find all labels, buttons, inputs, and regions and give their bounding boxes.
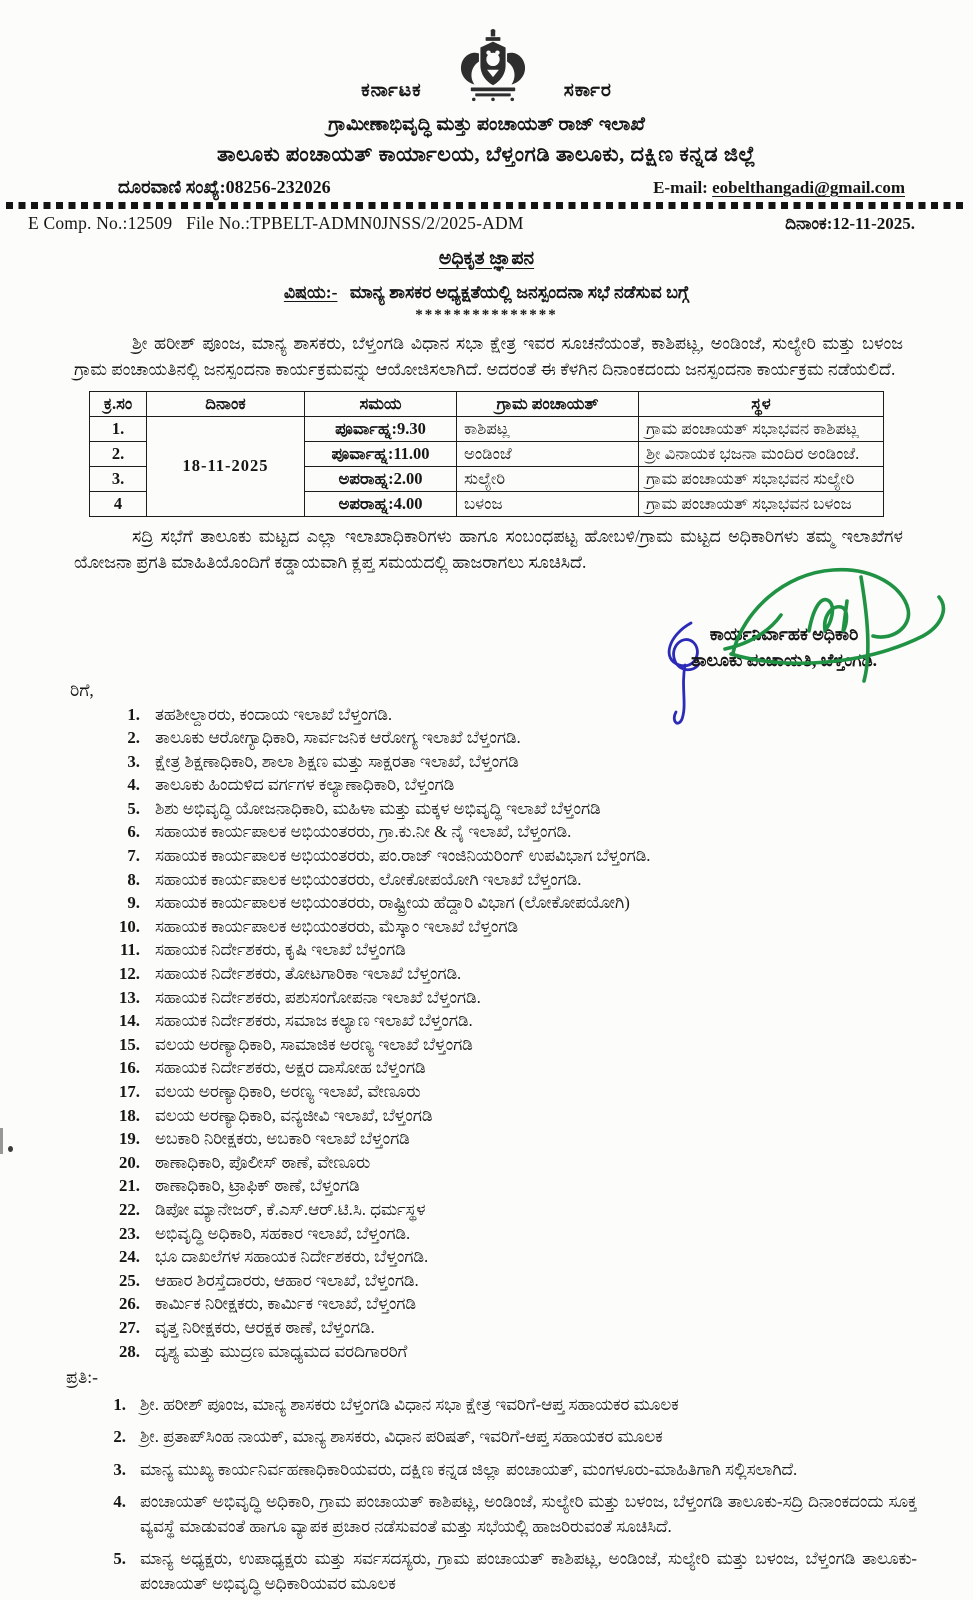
recipient-item	[110, 868, 913, 892]
separator-stars: ***************	[415, 307, 558, 323]
file-reference	[28, 213, 524, 234]
cell-gp: ಸುಲ್ಯೇರಿ	[457, 466, 639, 491]
recipient-text: ದೃಶ್ಯ ಮತ್ತು ಮುದ್ರಣ ಮಾಧ್ಯಮದ ವರದಿಗಾರರಿಗೆ	[155, 1341, 408, 1361]
recipient-number: 5.	[127, 798, 140, 818]
recipient-list	[110, 703, 913, 1364]
recipient-text: ತಹಶೀಲ್ದಾರರು, ಕಂದಾಯ ಇಲಾಖೆ ಬೆಳ್ತಂಗಡಿ.	[155, 704, 393, 724]
recipient-number: 17.	[119, 1082, 140, 1101]
copy-item	[102, 1546, 917, 1596]
recipient-text: ಠಾಣಾಧಿಕಾರಿ, ಪೊಲೀಸ್ ಠಾಣೆ, ವೇಣೂರು	[155, 1152, 371, 1172]
cell-time: ಅಪರಾಹ್ನ:2.00	[305, 466, 457, 491]
recipient-text: ಅಬಕಾರಿ ನಿರೀಕ್ಷಕರು, ಅಬಕಾರಿ ಇಲಾಖೆ ಬೆಳ್ತಂಗಡಿ	[155, 1129, 410, 1149]
memo-date: ದಿನಾಂಕ:12-11-2025.	[785, 214, 915, 233]
cell-gp: ಕಾಶಿಪಟ್ಲ	[457, 416, 639, 441]
recipient-number: 11.	[119, 940, 140, 960]
recipient-text: ವೃತ್ತ ನಿರೀಕ್ಷಕರು, ಆರಕ್ಷಕ ಠಾಣೆ, ಬೆಳ್ತಂಗಡಿ.	[155, 1317, 375, 1337]
cell-place: ಗ್ರಾಮ ಪಂಚಾಯತ್ ಸಭಾಭವನ ಸುಲ್ಯೇರಿ	[639, 466, 884, 491]
scan-artifact-dot	[8, 1146, 13, 1152]
recipient-item	[110, 797, 913, 821]
recipient-number: 23.	[119, 1223, 140, 1243]
recipient-text: ಸಹಾಯಕ ನಿರ್ದೇಶಕರು, ತೋಟಗಾರಿಕಾ ಇಲಾಖೆ ಬೆಳ್ತಂಗಡಿ.	[155, 964, 462, 984]
recipient-text: ಡಿಪೋ ಮ್ಯಾನೇಜರ್, ಕೆ.ಎಸ್.ಆರ್.ಟಿ.ಸಿ. ಧರ್ಮಸ್ಥಳ	[155, 1199, 426, 1219]
recipient-item	[110, 1033, 913, 1057]
table-row	[90, 416, 884, 441]
signatory-office: ತಾಲೂಕು ಪಂಚಾಯತಿ, ಬೆಳ್ತಂಗಡಿ.	[691, 650, 877, 671]
cell-place: ಗ್ರಾಮ ಪಂಚಾಯತ್ ಸಭಾಭವನ ಕಾಶಿಪಟ್ಲ	[639, 416, 884, 441]
recipient-text: ಭೂ ದಾಖಲೆಗಳ ಸಹಾಯಕ ನಿರ್ದೇಶಕರು, ಬೆಳ್ತಂಗಡಿ.	[155, 1247, 429, 1267]
recipient-number: 15.	[119, 1034, 140, 1054]
scan-artifact-edge	[0, 1128, 3, 1154]
recipient-number: 13.	[119, 987, 140, 1007]
copy-number: 5.	[113, 1549, 126, 1569]
recipient-item	[110, 1104, 913, 1128]
to-label: ರಿಗೆ,	[70, 679, 94, 700]
recipient-number: 25.	[119, 1270, 140, 1290]
copy-item	[102, 1392, 917, 1417]
recipient-number: 27.	[119, 1317, 140, 1337]
signature-block	[691, 621, 877, 674]
copy-text: ಪಂಚಾಯತ್ ಅಭಿವೃದ್ಧಿ ಅಧಿಕಾರಿ, ಗ್ರಾಮ ಪಂಚಾಯತ್ ಕಾಶಿಪಟ್ಲ, ಅಂಡಿಂಜೆ, ಸುಲ್ಯೇರಿ ಮತ್ತು ಬಳಂಜ, ಬೆಳ್ತಂಗಡಿ ತಾಲೂಕು-ಸದ್ರಿ ದಿನಾಂಕದಂದು ಸೂಕ್ತ ವ್ಯವಸ್ಥೆ ಮಾಡುವಂತೆ ಹಾಗೂ ವ್ಯಾಪಕ ಪ್ರಚಾರ ನಡೆಸುವಂತೆ ಮತ್ತು ಸಭೆಯಲ್ಲಿ ಹಾಜರಿರುವಂತೆ ಸೂಚಿಸಿದೆ.	[140, 1491, 917, 1536]
recipient-number: 12.	[119, 964, 140, 984]
recipient-item	[110, 986, 913, 1010]
recipient-text: ಸಹಾಯಕ ಕಾರ್ಯಪಾಲಕ ಅಭಿಯಂತರರು, ಗ್ರಾ.ಕು.ನೀ & ನೈ ಇಲಾಖೆ, ಬೆಳ್ತಂಗಡಿ.	[155, 822, 572, 842]
recipient-item	[110, 962, 913, 986]
recipient-number: 28.	[119, 1341, 140, 1361]
schedule-table	[89, 391, 884, 517]
recipient-number: 3.	[127, 751, 140, 771]
copy-list	[102, 1392, 917, 1596]
intro-paragraph: ಶ್ರೀ ಹರೀಶ್ ಪೂಂಜ, ಮಾನ್ಯ ಶಾಸಕರು, ಬೆಳ್ತಂಗಡಿ ವಿಧಾನ ಸಭಾ ಕ್ಷೇತ್ರ ಇವರ ಸೂಚನೆಯಂತೆ, ಕಾಶಿಪಟ್ಲ, ಅಂಡಿಂಜೆ, ಸುಲ್ಯೇರಿ ಮತ್ತು ಬಳಂಜ ಗ್ರಾಮ ಪಂಚಾಯತಿನಲ್ಲಿ ಜನಸ್ಪಂದನಾ ಕಾರ್ಯಕ್ರಮವನ್ನು ಆಯೋಜಿಸಲಾಗಿದೆ. ಅದರಂತೆ ಈ ಕೆಳಗಿನ ದಿನಾಂಕದಂದು ಜನಸ್ಪಂದನಾ ಕಾರ್ಯಕ್ರಮ ನಡೆಯಲಿದೆ.	[74, 333, 903, 380]
email-address: eobelthangadi@gmail.com	[712, 178, 905, 197]
recipient-text: ಸಹಾಯಕ ಕಾರ್ಯಪಾಲಕ ಅಭಿಯಂತರರು, ಮೆಸ್ಕಾಂ ಇಲಾಖೆ ಬೆಳ್ತಂಗಡಿ	[155, 916, 518, 936]
karnataka-emblem-icon	[456, 26, 530, 112]
subject-label: ವಿಷಯ:-	[283, 282, 338, 302]
reference-row	[0, 209, 973, 234]
recipient-number: 6.	[127, 822, 140, 842]
copy-number: 4.	[113, 1491, 126, 1511]
recipient-text: ಸಹಾಯಕ ನಿರ್ದೇಶಕರು, ಸಮಾಜ ಕಲ್ಯಾಣ ಇಲಾಖೆ ಬೆಳ್ತಂಗಡಿ.	[155, 1011, 473, 1031]
col-header-place: ಸ್ಥಳ	[639, 391, 884, 416]
recipient-item	[110, 1245, 913, 1269]
copy-number: 3.	[113, 1459, 126, 1479]
recipient-number: 1.	[127, 704, 140, 724]
recipient-item	[110, 1222, 913, 1246]
recipient-number: 19.	[119, 1129, 140, 1149]
phone-number: ದೂರವಾಣಿ ಸಂಖ್ಯೆ:08256-232026	[118, 177, 331, 197]
recipient-item	[110, 1340, 913, 1364]
recipient-item	[110, 915, 913, 939]
col-header-gp: ಗ್ರಾಮ ಪಂಚಾಯತ್	[457, 391, 639, 416]
cell-place: ಶ್ರೀ ವಿನಾಯಕ ಭಜನಾ ಮಂದಿರ ಅಂಡಿಂಜೆ.	[639, 441, 884, 466]
recipient-number: 20.	[119, 1152, 140, 1172]
copy-text: ಮಾನ್ಯ ಮುಖ್ಯ ಕಾರ್ಯನಿರ್ವಹಣಾಧಿಕಾರಿಯವರು, ದಕ್ಷಿಣ ಕನ್ನಡ ಜಿಲ್ಲಾ ಪಂಚಾಯತ್, ಮಂಗಳೂರು-ಮಾಹಿತಿಗಾಗಿ ಸಲ್ಲಿಸಲಾಗಿದೆ.	[140, 1459, 798, 1479]
recipient-text: ಸಹಾಯಕ ನಿರ್ದೇಶಕರು, ಪಶುಸಂಗೋಪನಾ ಇಲಾಖೆ ಬೆಳ್ತಂಗಡಿ.	[155, 987, 481, 1007]
government-line	[0, 26, 973, 112]
cell-time: ಪೂರ್ವಾಹ್ನ:9.30	[305, 416, 457, 441]
recipient-text: ಸಹಾಯಕ ನಿರ್ದೇಶಕರು, ಅಕ್ಷರ ದಾಸೋಹ ಬೆಳ್ತಂಗಡಿ	[155, 1058, 426, 1078]
recipient-text: ಕ್ಷೇತ್ರ ಶಿಕ್ಷಣಾಧಿಕಾರಿ, ಶಾಲಾ ಶಿಕ್ಷಣ ಮತ್ತು ಸಾಕ್ಷರತಾ ಇಲಾಖೆ, ಬೆಳ್ತಂಗಡಿ	[155, 751, 519, 771]
recipient-item	[110, 1009, 913, 1033]
recipient-item	[110, 1198, 913, 1222]
recipient-item	[110, 1174, 913, 1198]
copy-text: ಮಾನ್ಯ ಅಧ್ಯಕ್ಷರು, ಉಪಾಧ್ಯಕ್ಷರು ಮತ್ತು ಸರ್ವಸದಸ್ಯರು, ಗ್ರಾಮ ಪಂಚಾಯತ್ ಕಾಶಿಪಟ್ಲ, ಅಂಡಿಂಜೆ, ಸುಲ್ಯೇರಿ ಮತ್ತು ಬಳಂಜ, ಬೆಳ್ತಂಗಡಿ ತಾಲೂಕು-ಪಂಚಾಯತ್ ಅಭಿವೃದ್ಧಿ ಅಧಿಕಾರಿಯವರ ಮೂಲಕ	[140, 1549, 917, 1594]
file-number: File No.:TPBELT-ADMN0JNSS/2/2025-ADM	[186, 213, 524, 233]
recipient-item	[110, 773, 913, 797]
recipient-number: 14.	[119, 1011, 140, 1031]
recipient-item	[110, 1269, 913, 1293]
cell-gp: ಬಳಂಜ	[457, 491, 639, 516]
email-label: E-mail:	[653, 178, 708, 197]
recipient-item	[110, 820, 913, 844]
cell-slno: 1.	[90, 416, 147, 441]
recipient-text: ಸಹಾಯಕ ನಿರ್ದೇಶಕರು, ಕೃಷಿ ಇಲಾಖೆ ಬೆಳ್ತಂಗಡಿ	[155, 940, 406, 960]
recipient-item	[110, 1316, 913, 1340]
recipient-number: 7.	[127, 846, 140, 866]
recipient-text: ವಲಯ ಅರಣ್ಯಾಧಿಕಾರಿ, ಅರಣ್ಯ ಇಲಾಖೆ, ವೇಣೂರು	[155, 1082, 421, 1101]
recipient-number: 22.	[119, 1199, 140, 1219]
subject-text: ಮಾನ್ಯ ಶಾಸಕರ ಅಧ್ಯಕ್ಷತೆಯಲ್ಲಿ ಜನಸ್ಪಂದನಾ ಸಭೆ ನಡೆಸುವ ಬಗ್ಗೆ	[349, 282, 690, 302]
recipient-number: 4.	[127, 775, 140, 795]
office-line: ತಾಲೂಕು ಪಂಚಾಯತ್ ಕಾರ್ಯಾಲಯ, ಬೆಳ್ತಂಗಡಿ ತಾಲೂಕು, ದಕ್ಷಿಣ ಕನ್ನಡ ಜಿಲ್ಲೆ	[217, 142, 756, 166]
cell-place: ಗ್ರಾಮ ಪಂಚಾಯತ್ ಸಭಾಭವನ ಬಳಂಜ	[639, 491, 884, 516]
cell-slno: 3.	[90, 466, 147, 491]
copy-item	[102, 1424, 917, 1449]
recipient-text: ಅಭಿವೃದ್ಧಿ ಅಧಿಕಾರಿ, ಸಹಕಾರ ಇಲಾಖೆ, ಬೆಳ್ತಂಗಡಿ.	[155, 1223, 411, 1243]
recipient-item	[110, 891, 913, 915]
signature-area	[0, 621, 877, 674]
recipient-text: ಸಹಾಯಕ ಕಾರ್ಯಪಾಲಕ ಅಭಿಯಂತರರು, ಪಂ.ರಾಜ್ ಇಂಜಿನಿಯರಿಂಗ್ ಉಪವಿಭಾಗ ಬೆಳ್ತಂಗಡಿ.	[155, 846, 651, 866]
cell-time: ಪೂರ್ವಾಹ್ನ:11.00	[305, 441, 457, 466]
recipient-item	[110, 1127, 913, 1151]
recipient-text: ವಲಯ ಅರಣ್ಯಾಧಿಕಾರಿ, ಸಾಮಾಜಿಕ ಅರಣ್ಯ ಇಲಾಖೆ ಬೆಳ್ತಂಗಡಿ	[155, 1034, 473, 1054]
recipient-text: ವಲಯ ಅರಣ್ಯಾಧಿಕಾರಿ, ವನ್ಯಜೀವಿ ಇಲಾಖೆ, ಬೆಳ್ತಂಗಡಿ	[155, 1105, 433, 1125]
recipient-item	[110, 1056, 913, 1080]
cell-time: ಅಪರಾಹ್ನ:4.00	[305, 491, 457, 516]
recipient-item	[110, 938, 913, 962]
copy-item	[102, 1489, 917, 1539]
recipient-number: 24.	[119, 1247, 140, 1267]
dotted-divider	[6, 201, 967, 209]
recipient-item	[110, 1292, 913, 1316]
col-header-slno: ಕ್ರ.ಸಂ	[90, 391, 147, 416]
recipient-text: ತಾಲೂಕು ಹಿಂದುಳಿದ ವರ್ಗಗಳ ಕಲ್ಯಾಣಾಧಿಕಾರಿ, ಬೆಳ್ತಂಗಡಿ	[155, 775, 455, 795]
copy-text: ಶ್ರೀ. ಹರೀಶ್ ಪೂಂಜ, ಮಾನ್ಯ ಶಾಸಕರು ಬೆಳ್ತಂಗಡಿ ವಿಧಾನ ಸಭಾ ಕ್ಷೇತ್ರ ಇವರಿಗೆ-ಆಪ್ತ ಸಹಾಯಕರ ಮೂಲಕ	[140, 1395, 679, 1415]
recipient-text: ಸಹಾಯಕ ಕಾರ್ಯಪಾಲಕ ಅಭಿಯಂತರರು, ರಾಷ್ಟ್ರೀಯ ಹೆದ್ದಾರಿ ವಿಭಾಗ (ಲೋಕೋಪಯೋಗಿ)	[155, 893, 630, 913]
recipient-text: ಠಾಣಾಧಿಕಾರಿ, ಟ್ರಾಫಿಕ್ ಠಾಣೆ, ಬೆಳ್ತಂಗಡಿ	[155, 1176, 360, 1196]
recipient-number: 26.	[119, 1294, 140, 1314]
email	[653, 178, 905, 198]
table-header-row	[90, 391, 884, 416]
contact-row	[0, 167, 973, 198]
copy-item	[102, 1457, 917, 1482]
recipient-item	[110, 1080, 913, 1104]
recipient-number: 8.	[127, 869, 140, 889]
cell-slno: 4	[90, 491, 147, 516]
memo-title: ಅಧಿಕೃತ ಜ್ಞಾಪನ	[438, 248, 535, 269]
subject-line	[0, 282, 973, 303]
recipient-item	[110, 844, 913, 868]
recipient-text: ಶಿಶು ಅಭಿವೃದ್ಧಿ ಯೋಜನಾಧಿಕಾರಿ, ಮಹಿಳಾ ಮತ್ತು ಮಕ್ಕಳ ಅಭಿವೃದ್ಧಿ ಇಲಾಖೆ ಬೆಳ್ತಂಗಡಿ	[155, 798, 601, 818]
recipient-text: ಸಹಾಯಕ ಕಾರ್ಯಪಾಲಕ ಅಭಿಯಂತರರು, ಲೋಕೋಪಯೋಗಿ ಇಲಾಖೆ ಬೆಳ್ತಂಗಡಿ.	[155, 869, 582, 889]
letterhead	[0, 0, 973, 234]
cell-gp: ಅಂಡಿಂಜೆ	[457, 441, 639, 466]
recipient-number: 16.	[119, 1058, 140, 1078]
recipient-item	[110, 1151, 913, 1175]
department-line: ಗ್ರಾಮೀಣಾಭಿವೃದ್ಧಿ ಮತ್ತು ಪಂಚಾಯತ್ ರಾಜ್ ಇಲಾಖೆ	[328, 114, 645, 135]
recipient-item	[110, 703, 913, 727]
gov-name-right: ಸರ್ಕಾರ	[563, 80, 612, 101]
recipient-number: 2.	[127, 728, 140, 748]
signatory-designation: ಕಾರ್ಯನಿರ್ವಾಹಕ ಅಧಿಕಾರಿ	[709, 624, 859, 644]
cell-slno: 2.	[90, 441, 147, 466]
col-header-time: ಸಮಯ	[305, 391, 457, 416]
ecomp-number: E Comp. No.:12509	[28, 213, 173, 233]
recipient-number: 21.	[119, 1176, 140, 1196]
recipient-text: ತಾಲೂಕು ಆರೋಗ್ಯಾಧಿಕಾರಿ, ಸಾರ್ವಜನಿಕ ಆರೋಗ್ಯ ಇಲಾಖೆ ಬೆಳ್ತಂಗಡಿ.	[155, 728, 521, 748]
copy-number: 2.	[113, 1427, 126, 1447]
copy-text: ಶ್ರೀ. ಪ್ರತಾಪ್‌ಸಿಂಹ ನಾಯಕ್, ಮಾನ್ಯ ಶಾಸಕರು, ವಿಧಾನ ಪರಿಷತ್, ಇವರಿಗೆ-ಆಪ್ತ ಸಹಾಯಕರ ಮೂಲಕ	[140, 1427, 663, 1447]
recipient-number: 9.	[127, 893, 140, 913]
copy-number: 1.	[113, 1395, 126, 1415]
gov-name-left: ಕರ್ನಾಟಕ	[361, 80, 422, 101]
recipient-text: ಕಾರ್ಮಿಕ ನಿರೀಕ್ಷಕರು, ಕಾರ್ಮಿಕ ಇಲಾಖೆ, ಬೆಳ್ತಂಗಡಿ	[155, 1294, 416, 1314]
recipient-item	[110, 726, 913, 750]
col-header-date: ದಿನಾಂಕ	[147, 391, 305, 416]
recipient-item	[110, 750, 913, 774]
cell-date: 18-11-2025	[147, 416, 305, 516]
instruction-paragraph: ಸದ್ರಿ ಸಭೆಗೆ ತಾಲೂಕು ಮಟ್ಟದ ಎಲ್ಲಾ ಇಲಾಖಾಧಿಕಾರಿಗಳು ಹಾಗೂ ಸಂಬಂಧಪಟ್ಟ ಹೋಬಳಿ/ಗ್ರಾಮ ಮಟ್ಟದ ಅಧಿಕಾರಿಗಳು ತಮ್ಮ ಇಲಾಖೆಗಳ ಯೋಜನಾ ಪ್ರಗತಿ ಮಾಹಿತಿಯೊಂದಿಗೆ ಕಡ್ಡಾಯವಾಗಿ ಕ್ಲಪ್ತ ಸಮಯದಲ್ಲಿ ಹಾಜರಾಗಲು ಸೂಚಿಸಿದೆ.	[74, 525, 903, 572]
recipient-number: 18.	[119, 1105, 140, 1125]
recipient-number: 10.	[119, 916, 140, 936]
recipient-text: ಆಹಾರ ಶಿರಸ್ತೆದಾರರು, ಆಹಾರ ಇಲಾಖೆ, ಬೆಳ್ತಂಗಡಿ.	[155, 1270, 419, 1290]
copy-label: ಪ್ರತಿ:-	[66, 1367, 98, 1388]
